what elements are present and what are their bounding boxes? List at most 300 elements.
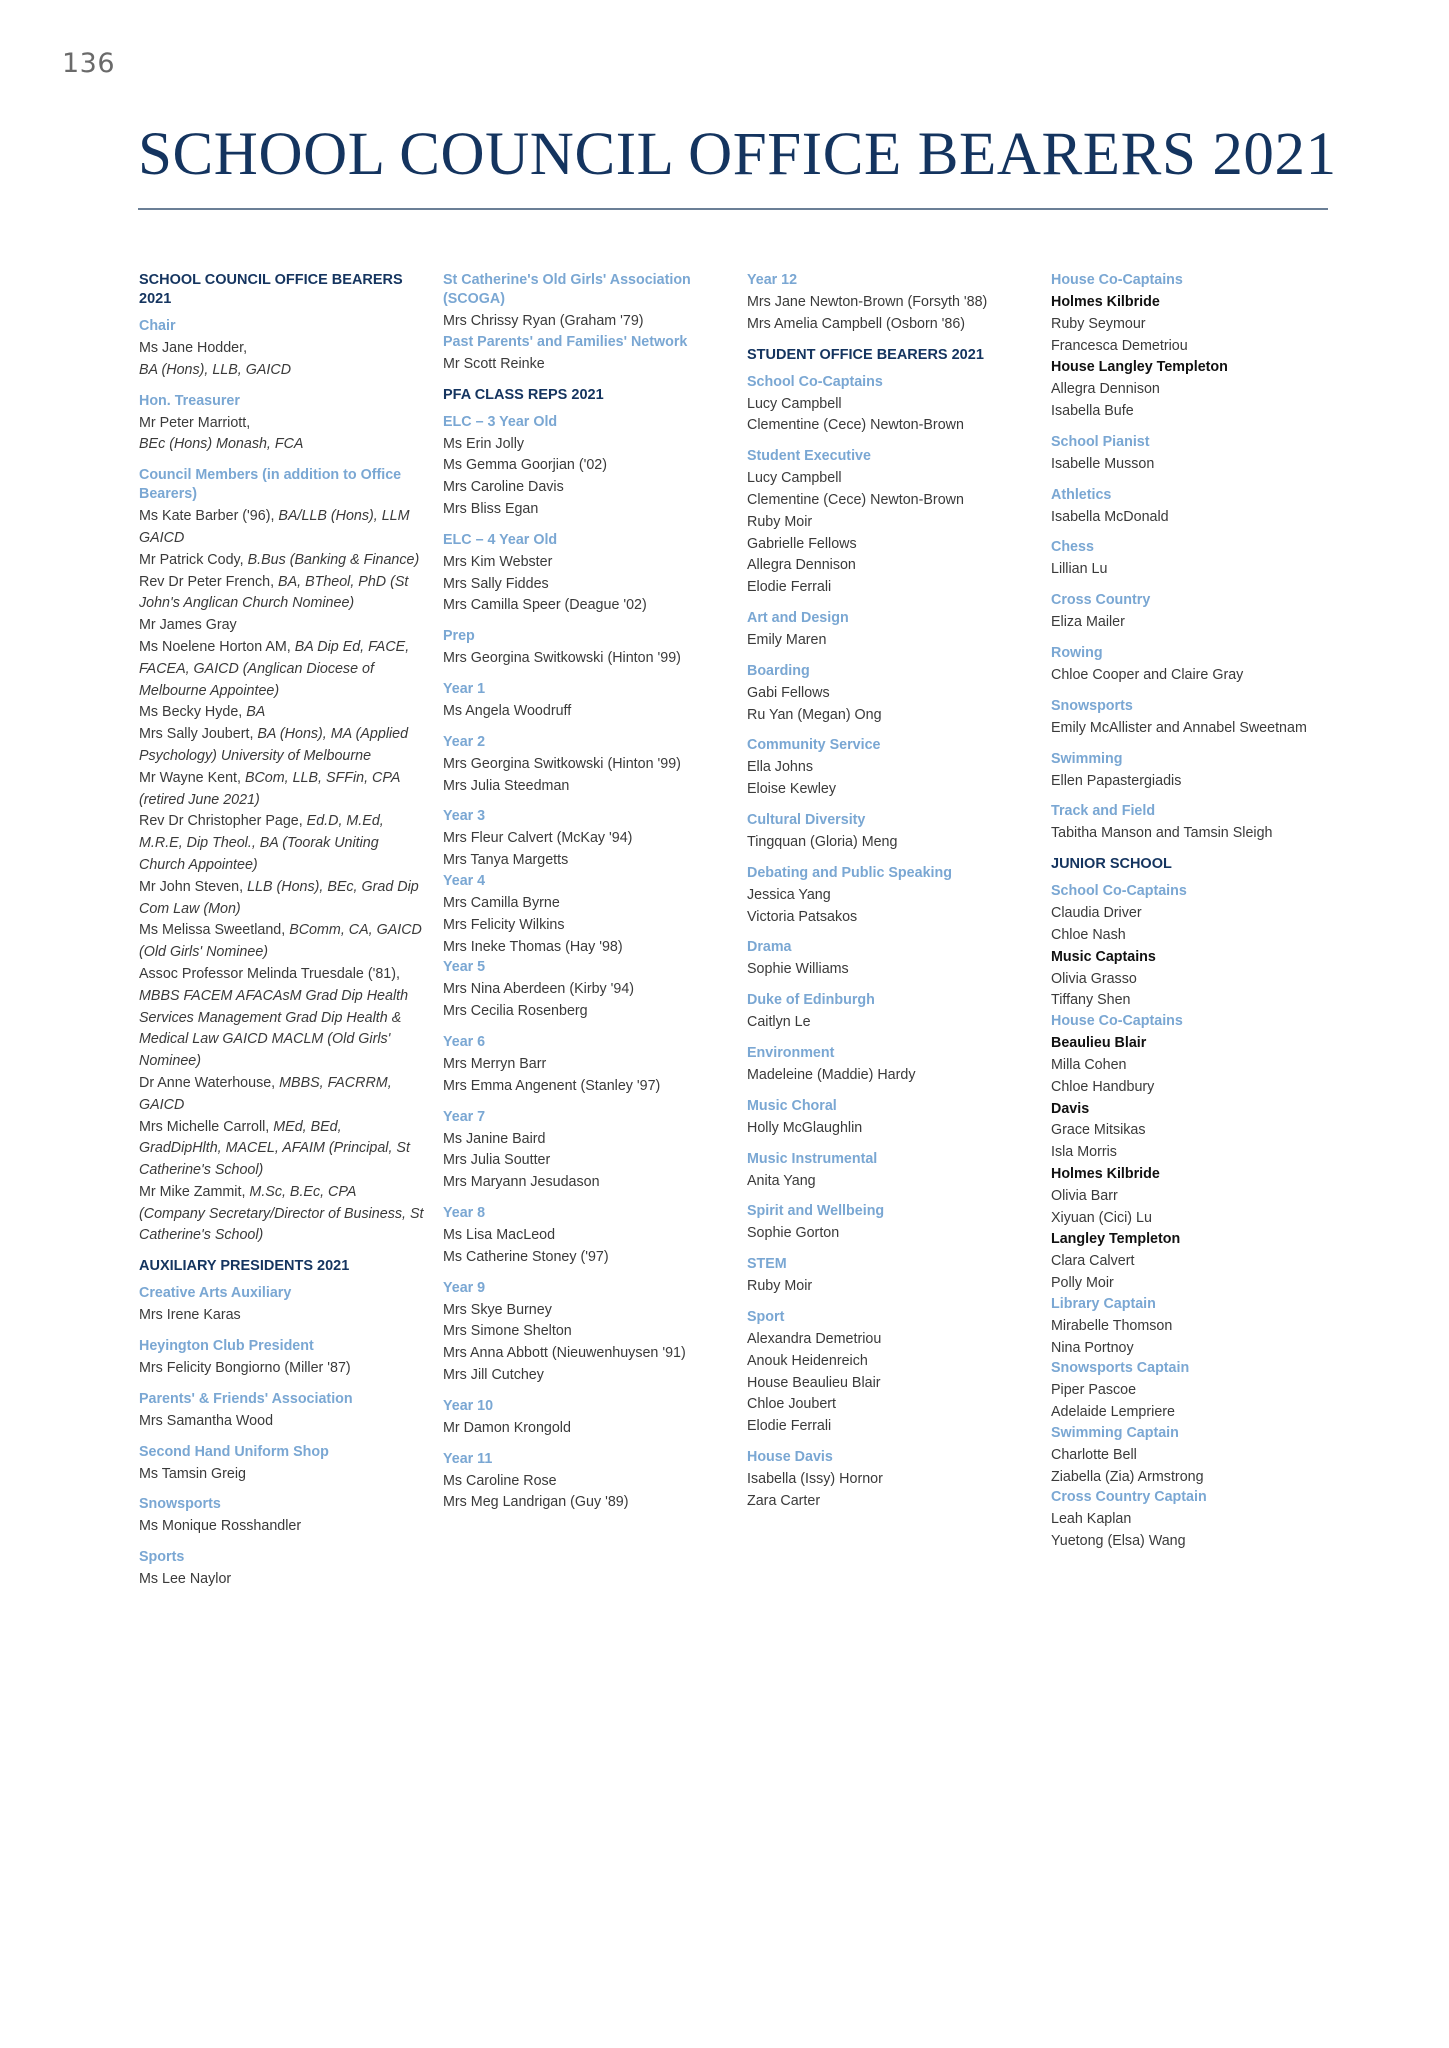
role-heading: Cross Country [1051,592,1151,609]
member-entry [747,512,1032,534]
member-entry [1051,379,1351,401]
member-entry [1051,1208,1351,1230]
member-name: Dr Anne Waterhouse, [139,1074,280,1091]
member-entry [1051,771,1351,793]
role-heading: House Co-Captains [1051,272,1183,288]
member-name: Ruby Moir [747,513,813,530]
member-entry [1051,990,1351,1012]
role-heading: Hon. Treasurer [139,392,240,409]
member-entry [443,1247,728,1269]
member-entry [747,1373,1032,1395]
member-name: Mr Peter Marriott, [139,414,251,431]
member-name: Lucy Campbell [747,395,842,412]
member-entry [1051,1467,1351,1489]
member-name: Victoria Patsakos [747,908,858,925]
role-heading: STEM [747,1256,787,1273]
member-name: Ms Melissa Sweetland, [139,922,290,939]
member-entry [443,1300,728,1322]
member-entry [1051,401,1351,423]
member-name: Madeleine (Maddie) Hardy [747,1066,916,1083]
member-name: House Beaulieu Blair [747,1374,881,1391]
member-entry [747,1065,1032,1087]
member-name: Ms Janine Baird [443,1130,546,1147]
member-name: Mrs Merryn Barr [443,1055,547,1072]
member-entry [139,413,424,435]
role-heading: Debating and Public Speaking [747,864,952,881]
role-heading: Cultural Diversity [747,811,866,828]
member-credentials: BEc (Hons) Monash, FCA [139,436,304,453]
section-title: PFA CLASS REPS 2021 [443,386,604,403]
member-entry [443,1365,728,1387]
member-credentials: BComm, CA, GAICD (Old Girls' Nominee) [139,922,422,961]
member-entry [1051,1186,1351,1208]
member-credentials: BA, BTheol, PhD (St John's Anglican Church Nominee) [139,573,409,612]
member-name: Mrs Felicity Wilkins [443,916,565,933]
member-name: Lucy Campbell [747,470,842,487]
member-credentials: BA Dip Ed, FACE, FACEA, GAICD (Anglican Diocese of Melbourne Appointee) [139,638,410,699]
member-entry [747,832,1032,854]
member-entry [443,1150,728,1172]
member-name: Chloe Cooper and Claire Gray [1051,666,1244,683]
member-name: Claudia Driver [1051,905,1142,922]
role-heading: St Catherine's Old Girls' Association (SCOGA) [443,272,691,307]
member-name: Mrs Fleur Calvert (McKay '94) [443,830,633,847]
member-entry [747,907,1032,929]
column-2 [443,271,728,1524]
member-name: Mrs Caroline Davis [443,479,564,496]
member-name: Rev Dr Christopher Page, [139,813,307,830]
section-title: STUDENT OFFICE BEARERS 2021 [747,346,984,363]
member-name: Mrs Jane Newton-Brown (Forsyth '88) [747,294,988,310]
column-4 [1051,271,1351,1563]
member-name: Anita Yang [747,1172,816,1189]
role-heading: Duke of Edinburgh [747,992,875,1009]
member-entry [1051,1142,1351,1164]
member-entry [1051,314,1351,336]
member-name: Mrs Julia Steedman [443,777,570,794]
member-credentials: MEd, BEd, GradDipHlth, MACEL, AFAIM (Principal, St Catherine's School) [139,1118,410,1179]
member-entry [1051,969,1351,991]
page-number: 136 [62,48,116,79]
role-heading: Year 8 [443,1204,486,1221]
member-entry [139,1182,424,1247]
member-entry [1051,1531,1351,1553]
page-title: SCHOOL COUNCIL OFFICE BEARERS 2021 [138,121,1337,188]
member-name: Mrs Nina Aberdeen (Kirby '94) [443,981,635,998]
member-entry [747,1329,1032,1351]
role-heading: Art and Design [747,609,849,626]
member-name: Mr James Gray [139,617,237,634]
role-heading: Student Executive [747,448,871,465]
role-heading: Parents' & Friends' Association [139,1390,353,1407]
member-entry [1051,1251,1351,1273]
member-name: Ms Gemma Goorjian ('02) [443,457,608,474]
role-heading: Creative Arts Auxiliary [139,1285,292,1302]
member-entry [139,877,424,921]
member-name: Jessica Yang [747,886,831,903]
member-name: Mrs Georgina Switkowski (Hinton '99) [443,650,681,667]
member-entry [1051,665,1351,687]
role-heading: Music Choral [747,1097,837,1114]
member-entry [139,1073,424,1117]
member-name: Chloe Joubert [747,1396,837,1413]
member-name: Isabella Bufe [1051,402,1134,419]
member-name: Ms Erin Jolly [443,435,525,452]
member-name: Milla Cohen [1051,1056,1127,1073]
member-entry [443,1225,728,1247]
member-name: Rev Dr Peter French, [139,573,279,590]
member-entry [1051,1402,1351,1424]
member-entry [747,314,1032,336]
member-name: Mr Wayne Kent, [139,769,245,786]
member-entry [747,959,1032,981]
member-entry [1051,1055,1351,1077]
member-name: Ruby Moir [747,1278,813,1295]
role-heading: School Pianist [1051,433,1150,450]
member-name: Sophie Williams [747,961,849,978]
member-entry [139,572,424,616]
role-heading: Prep [443,628,475,645]
member-name: Holly McGlaughlin [747,1119,863,1136]
member-name: Mrs Georgina Switkowski (Hinton '99) [443,755,681,772]
role-heading: Boarding [747,662,810,679]
member-name: Mr John Steven, [139,878,248,895]
role-heading: Second Hand Uniform Shop [139,1443,329,1460]
member-entry [1051,1380,1351,1402]
member-name: Mrs Julia Soutter [443,1152,551,1169]
member-name: Mrs Sally Fiddes [443,575,549,592]
member-name: Sophie Gorton [747,1225,840,1242]
role-heading: Spirit and Wellbeing [747,1203,885,1220]
member-entry [443,477,728,499]
role-heading: Rowing [1051,644,1103,661]
member-name: Ella Johns [747,759,813,776]
member-name: Mrs Bliss Egan [443,500,539,517]
member-name: Ms Becky Hyde, [139,704,247,721]
member-entry [443,754,728,776]
member-entry [747,394,1032,416]
member-credentials: MBBS, FACRRM, GAICD [139,1074,392,1113]
member-credentials: BA/LLB (Hons), LLM GAICD [139,508,410,546]
member-credentials: MBBS FACEM AFACAsM Grad Dip Health Services Management Grad Dip Health & Medical Law GAICD MACLM (Old Girls' Nominee) [139,987,409,1070]
role-heading: Council Members (in addition to Office Bearers) [139,467,402,503]
member-entry [139,1464,424,1486]
member-entry [139,920,424,964]
member-entry [1051,1338,1351,1360]
member-entry [747,683,1032,705]
role-heading: Year 11 [443,1450,493,1467]
member-name: Piper Pascoe [1051,1382,1137,1399]
member-name: Emily McAllister and Annabel Sweetnam [1051,719,1307,736]
member-entry [139,637,424,702]
member-entry [139,338,424,360]
member-name: Adelaide Lempriere [1051,1404,1175,1421]
member-name: Mrs Sally Joubert, [139,726,258,743]
member-name: Mrs Camilla Speer (Deague '02) [443,597,647,614]
member-name: Ms Lee Naylor [139,1571,232,1588]
member-entry [1051,336,1351,358]
member-entry [1051,559,1351,581]
member-entry [443,1076,728,1098]
member-name: Tabitha Manson and Tamsin Sleigh [1051,825,1273,842]
role-heading: Year 9 [443,1279,486,1296]
member-name: Assoc Professor Melinda Truesdale ('81), [139,965,400,982]
member-entry [443,701,728,723]
member-entry [1051,454,1351,476]
member-entry [443,1492,728,1514]
role-heading: Sports [139,1549,185,1566]
role-heading: Swimming Captain [1051,1424,1179,1441]
role-heading: House Davis [747,1448,833,1465]
member-credentials: Ed.D, M.Ed, M.R.E, Dip Theol., BA (Toorak Uniting Church Appointee) [139,813,384,873]
member-entry [443,1172,728,1194]
member-name: Yuetong (Elsa) Wang [1051,1533,1186,1550]
member-name: Xiyuan (Cici) Lu [1051,1209,1152,1226]
role-heading: Snowsports [1051,697,1133,714]
group-subheading: House Langley Templeton [1051,359,1228,376]
member-name: Mrs Skye Burney [443,1301,552,1318]
member-entry [747,1223,1032,1245]
member-name: Elodie Ferrali [747,579,832,596]
role-heading: Community Service [747,737,881,754]
member-name: Alexandra Demetriou [747,1330,882,1347]
member-entry [443,1001,728,1023]
member-entry [443,1054,728,1076]
member-entry [747,1012,1032,1034]
member-name: Clementine (Cece) Newton-Brown [747,417,964,434]
member-name: Ms Noelene Horton AM, [139,638,295,655]
role-heading: Library Captain [1051,1295,1156,1312]
member-credentials: M.Sc, B.Ec, CPA (Company Secretary/Director of Business, St Catherine's School) [139,1183,424,1244]
member-name: Ms Kate Barber ('96), [139,508,279,525]
group-subheading: Holmes Kilbride [1051,294,1160,310]
member-entry [747,490,1032,512]
member-entry [747,534,1032,556]
member-entry [139,964,424,1073]
member-entry [139,550,424,572]
member-credentials: BA [246,704,266,721]
member-entry [443,1418,728,1440]
member-name: Nina Portnoy [1051,1339,1134,1356]
member-entry [443,776,728,798]
group-subheading: Music Captains [1051,948,1156,965]
member-name: Mrs Meg Landrigan (Guy '89) [443,1494,629,1511]
role-heading: School Co-Captains [1051,883,1187,900]
member-credentials: LLB (Hons), BEc, Grad Dip Com Law (Mon) [139,878,419,917]
member-entry [1051,1316,1351,1338]
member-name: Isabelle Musson [1051,455,1155,472]
member-entry [443,1343,728,1365]
member-entry [747,1276,1032,1298]
member-entry [747,1351,1032,1373]
member-entry [747,757,1032,779]
member-entry [139,702,424,724]
member-entry [1051,1445,1351,1467]
role-heading: Music Instrumental [747,1150,878,1167]
member-entry [1051,507,1351,529]
role-heading: Year 12 [747,272,798,288]
member-name: Allegra Dennison [747,557,856,574]
member-entry [747,1491,1032,1513]
member-entry [139,1411,424,1433]
group-subheading: Holmes Kilbride [1051,1165,1160,1182]
member-name: Chloe Handbury [1051,1078,1155,1095]
member-name: Lillian Lu [1051,561,1108,578]
member-name: Mrs Michelle Carroll, [139,1118,274,1135]
member-name: Mrs Ineke Thomas (Hay '98) [443,938,623,955]
member-name: Clementine (Cece) Newton-Brown [747,491,964,508]
member-name: Chloe Nash [1051,926,1126,943]
role-heading: Snowsports [139,1496,221,1513]
member-entry [139,768,424,812]
member-entry [139,724,424,768]
member-entry [443,979,728,1001]
member-name: Emily Maren [747,631,827,648]
role-heading: Year 6 [443,1033,486,1050]
member-entry [747,577,1032,599]
member-entry [747,1394,1032,1416]
role-heading: Year 7 [443,1108,486,1125]
member-entry [443,434,728,456]
role-heading: Athletics [1051,486,1112,503]
member-name: Ms Catherine Stoney ('97) [443,1248,609,1265]
role-heading: Track and Field [1051,803,1156,820]
member-name: Mirabelle Thomson [1051,1317,1173,1334]
member-entry [1051,718,1351,740]
member-name: Mrs Jill Cutchey [443,1366,544,1383]
member-name: Mr Patrick Cody, [139,551,248,568]
member-name: Mrs Irene Karas [139,1307,241,1324]
member-entry [747,705,1032,727]
member-name: Isla Morris [1051,1144,1117,1161]
member-name: Eloise Kewley [747,781,836,798]
member-name: Francesca Demetriou [1051,337,1188,354]
role-heading: Chess [1051,539,1094,556]
member-name: Ruby Seymour [1051,315,1146,332]
member-name: Gabrielle Fellows [747,535,857,552]
group-subheading: Beaulieu Blair [1051,1035,1147,1052]
member-name: Olivia Grasso [1051,970,1137,987]
title-divider [138,208,1328,210]
role-heading: Year 5 [443,959,486,976]
member-name: Elodie Ferrali [747,1418,832,1435]
member-entry [1051,1273,1351,1295]
role-heading: School Co-Captains [747,373,883,390]
member-entry [139,360,424,382]
member-entry [747,779,1032,801]
member-entry [443,574,728,596]
member-entry [1051,903,1351,925]
role-heading: Year 2 [443,733,486,750]
member-entry [1051,1120,1351,1142]
member-entry [443,828,728,850]
member-entry [443,552,728,574]
member-entry [139,1358,424,1380]
member-entry [443,1471,728,1493]
member-entry [747,1469,1032,1491]
member-name: Allegra Dennison [1051,381,1160,398]
member-entry [1051,1077,1351,1099]
role-heading: Chair [139,318,176,334]
member-name: Mr Scott Reinke [443,355,545,372]
member-name: Tingquan (Gloria) Meng [747,833,898,850]
member-entry [747,1416,1032,1438]
member-name: Gabi Fellows [747,684,830,701]
role-heading: Swimming [1051,750,1123,767]
member-name: Mrs Kim Webster [443,553,553,570]
role-heading: Cross Country Captain [1051,1489,1207,1506]
member-name: Leah Kaplan [1051,1511,1132,1528]
member-credentials: BCom, LLB, SFFin, CPA (retired June 2021) [139,769,400,808]
member-name: Clara Calvert [1051,1253,1135,1270]
member-name: Mrs Emma Angenent (Stanley '97) [443,1077,661,1094]
member-entry [443,311,728,333]
member-name: Mr Damon Krongold [443,1419,571,1436]
member-entry [747,630,1032,652]
member-name: Caitlyn Le [747,1014,811,1031]
member-name: Mrs Tanya Margetts [443,852,569,869]
member-name: Mrs Anna Abbott (Nieuwenhuysen '91) [443,1345,686,1362]
member-entry [1051,823,1351,845]
member-name: Tiffany Shen [1051,992,1131,1009]
member-entry [139,434,424,456]
section-title: AUXILIARY PRESIDENTS 2021 [139,1258,350,1275]
member-name: Ms Angela Woodruff [443,702,572,719]
member-name: Mrs Simone Shelton [443,1323,572,1340]
member-name: Ziabella (Zia) Armstrong [1051,1468,1204,1485]
member-entry [139,506,424,550]
member-entry [443,499,728,521]
member-entry [747,1118,1032,1140]
role-heading: Year 4 [443,872,486,889]
member-credentials: B.Bus (Banking & Finance) [247,551,420,568]
member-name: Mrs Amelia Campbell (Osborn '86) [747,315,966,332]
member-name: Ms Caroline Rose [443,1472,557,1489]
member-name: Olivia Barr [1051,1187,1118,1204]
member-name: Mrs Maryann Jesudason [443,1174,600,1191]
role-heading: Drama [747,939,792,956]
member-name: Isabella (Issy) Hornor [747,1470,883,1487]
member-entry [139,1305,424,1327]
member-name: Ru Yan (Megan) Ong [747,706,882,723]
member-entry [747,1171,1032,1193]
member-name: Eliza Mailer [1051,614,1125,631]
member-entry [747,555,1032,577]
member-entry [747,415,1032,437]
member-name: Ms Tamsin Greig [139,1465,246,1482]
member-entry [1051,925,1351,947]
member-entry [139,811,424,876]
member-entry [747,468,1032,490]
member-credentials: BA (Hons), MA (Applied Psychology) University of Melbourne [139,726,409,764]
member-entry [139,1569,424,1591]
member-name: Isabella McDonald [1051,508,1169,525]
member-name: Ellen Papastergiadis [1051,772,1182,789]
member-entry [1051,612,1351,634]
member-name: Polly Moir [1051,1274,1114,1291]
member-credentials: BA (Hons), LLB, GAICD [139,361,292,378]
member-entry [443,1129,728,1151]
member-entry [139,615,424,637]
role-heading: ELC – 4 Year Old [443,531,558,548]
member-name: Mrs Camilla Byrne [443,894,560,911]
member-name: Ms Jane Hodder, [139,340,248,356]
role-heading: Environment [747,1044,835,1061]
member-entry [443,937,728,959]
group-subheading: Davis [1051,1100,1090,1117]
member-entry [443,915,728,937]
role-heading: Year 10 [443,1397,494,1414]
